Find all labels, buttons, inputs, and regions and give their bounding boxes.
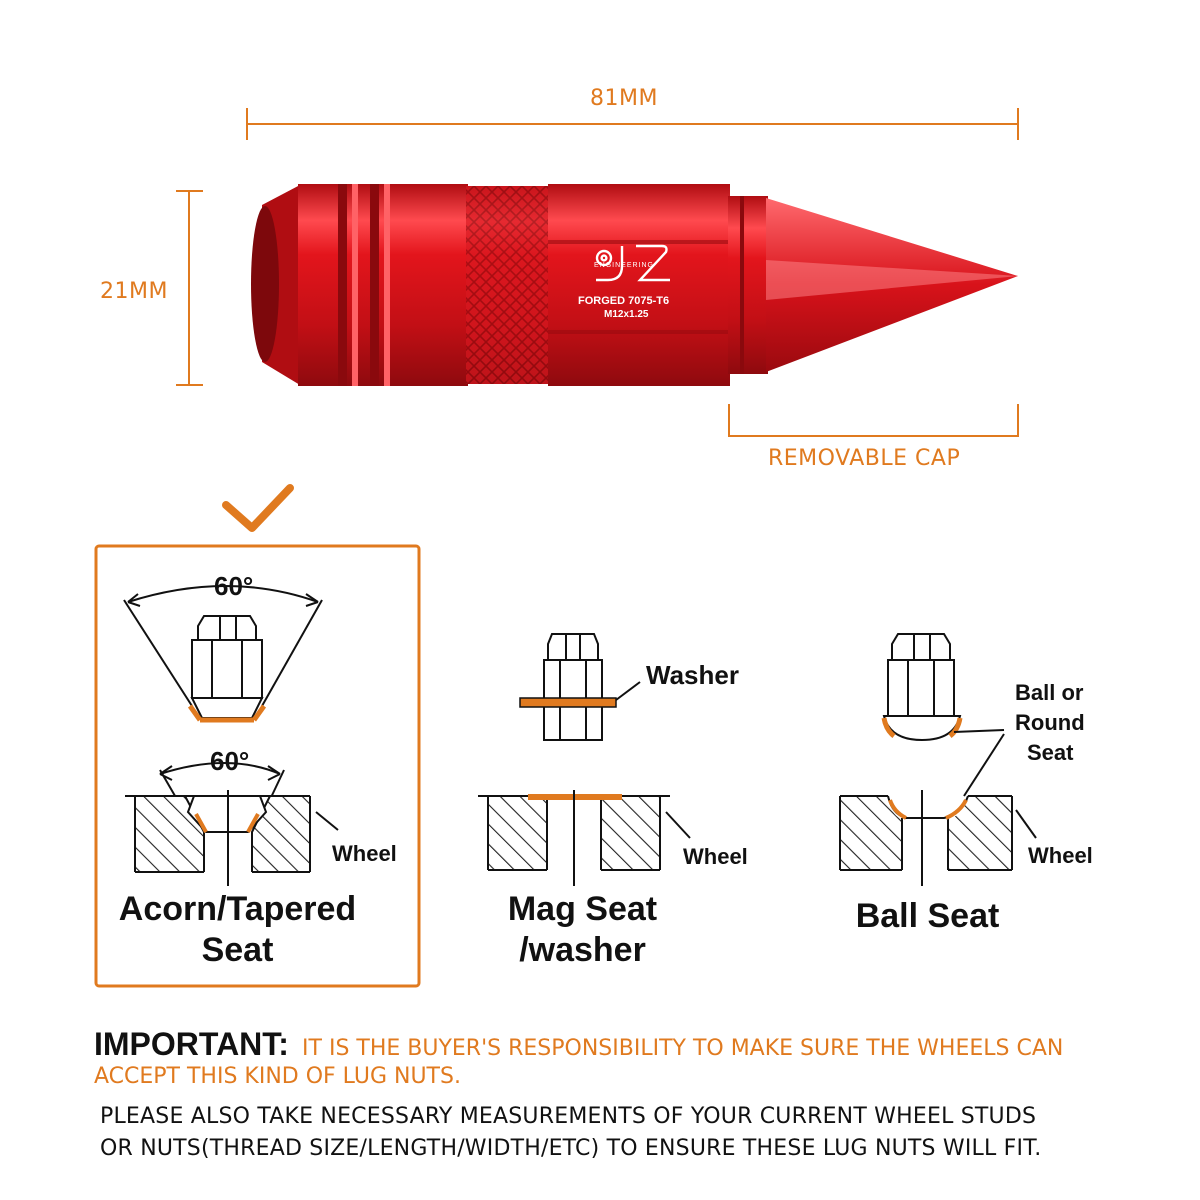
- length-label: 81MM: [590, 86, 658, 111]
- ball-label-line1: Ball or: [1015, 680, 1084, 705]
- acorn-title-line1: Acorn/Tapered: [118, 890, 357, 928]
- check-icon: [226, 488, 290, 528]
- length-dimension-line: [247, 108, 1018, 140]
- mag-title-line2: /washer: [519, 931, 646, 969]
- cap-bracket: [729, 404, 1018, 436]
- important-line2: ACCEPT THIS KIND OF LUG NUTS.: [94, 1064, 461, 1089]
- acorn-angle-top: 60°: [214, 571, 254, 601]
- ball-wheel-label: Wheel: [1028, 843, 1093, 868]
- important-notice: [94, 1026, 1194, 1063]
- acorn-seat-diagram: [124, 586, 338, 886]
- mag-seat-title: [470, 889, 695, 971]
- note-line1: PLEASE ALSO TAKE NECESSARY MEASUREMENTS OF YOUR CURRENT WHEEL STUDS: [100, 1104, 1037, 1129]
- nut-material-text: FORGED 7075-T6: [578, 295, 670, 307]
- ball-seat-title: Ball Seat: [855, 897, 1000, 935]
- mag-wheel-label: Wheel: [683, 844, 748, 869]
- lug-nut-image: [251, 184, 1018, 386]
- ball-seat-diagram: [840, 634, 1036, 886]
- note-line2: OR NUTS(THREAD SIZE/LENGTH/WIDTH/ETC) TO ENSURE THESE LUG NUTS WILL FIT.: [100, 1136, 1042, 1161]
- ball-label-line2: Round: [1015, 710, 1085, 735]
- ball-label-line3: Seat: [1027, 740, 1074, 765]
- mag-title-line1: Mag Seat: [507, 890, 658, 928]
- acorn-seat-title: [100, 889, 375, 971]
- nut-thread-text: M12x1.25: [604, 309, 649, 320]
- removable-cap-label: REMOVABLE CAP: [768, 446, 961, 471]
- important-heading: IMPORTANT:: [94, 1026, 289, 1062]
- nut-brand-text: ENGINEERING: [594, 262, 655, 269]
- ball-round-seat-label: [1015, 678, 1085, 768]
- important-line1: IT IS THE BUYER'S RESPONSIBILITY TO MAKE SURE THE WHEELS CAN: [302, 1036, 1064, 1061]
- acorn-angle-bottom: 60°: [210, 746, 250, 776]
- diameter-dimension-line: [176, 191, 203, 385]
- washer-label: Washer: [646, 660, 739, 690]
- measurement-note: [100, 1101, 1190, 1165]
- diameter-label: 21MM: [100, 279, 168, 304]
- acorn-title-line2: Seat: [201, 931, 274, 969]
- acorn-wheel-label: Wheel: [332, 841, 397, 866]
